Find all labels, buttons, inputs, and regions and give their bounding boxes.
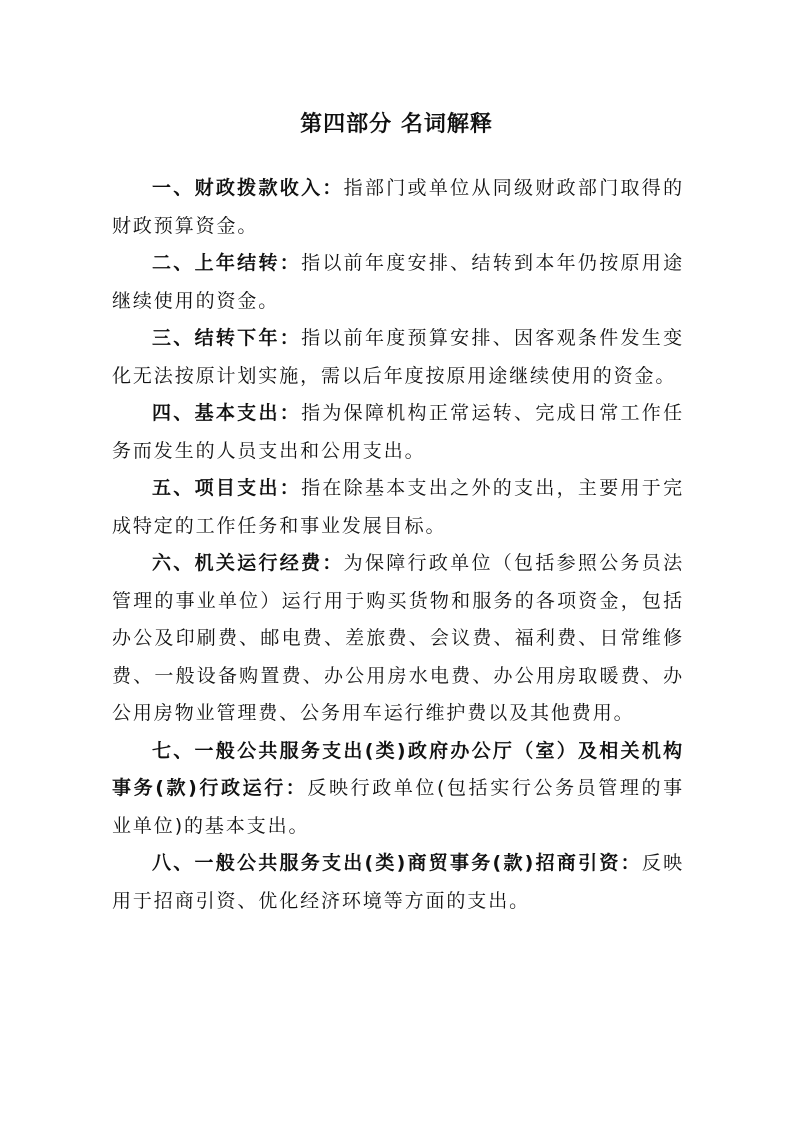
glossary-definition: 为保障行政单位（包括参照公务员法管理的事业单位）运行用于购买货物和服务的各项资金，包括办公及印刷费、邮电费、差旅费、会议费、福利费、日常维修费、一般设备购置费、办公用房水电费、办公用房取暖费、办公用房物业管理费、公务用车运行维护费以及其他费用。 — [112, 552, 685, 724]
glossary-definition: 反映行政单位(包括实行公务员管理的事业单位)的基本支出。 — [112, 777, 684, 837]
glossary-definition: 指部门或单位从同级财政部门取得的财政预算资金。 — [112, 177, 685, 237]
glossary-definition: 指为保障机构正常运转、完成日常工作任务而发生的人员支出和公用支出。 — [112, 402, 684, 462]
glossary-term: 四、基本支出： — [152, 402, 302, 424]
page-title: 第四部分 名词解释 — [300, 112, 493, 137]
glossary-definition: 指在除基本支出之外的支出，主要用于完成特定的工作任务和事业发展目标。 — [112, 477, 684, 537]
glossary-term: 一、财政拨款收入： — [152, 177, 344, 199]
glossary-entry-8 — [112, 845, 684, 920]
glossary-term: 六、机关运行经费： — [152, 552, 344, 574]
glossary-definition: 指以前年度安排、结转到本年仍按原用途继续使用的资金。 — [112, 252, 684, 312]
glossary-definition: 指以前年度预算安排、因客观条件发生变化无法按原计划实施，需以后年度按原用途继续使用的资金。 — [112, 327, 684, 387]
glossary-entry-4 — [112, 395, 684, 470]
glossary-entry-6 — [112, 545, 684, 733]
glossary-entry-1 — [112, 170, 684, 245]
glossary-entry-3 — [112, 320, 684, 395]
glossary-entry-7 — [112, 733, 684, 846]
glossary-term: 七、一般公共服务支出(类)政府办公厅（室）及相关机构事务(款)行政运行： — [112, 739, 684, 799]
glossary-term: 三、结转下年： — [152, 327, 302, 349]
glossary-list — [112, 170, 684, 920]
glossary-term: 八、一般公共服务支出(类)商贸事务(款)招商引资： — [152, 852, 642, 874]
glossary-entry-5 — [112, 470, 684, 545]
glossary-definition: 反映用于招商引资、优化经济环境等方面的支出。 — [112, 852, 684, 912]
glossary-term: 五、项目支出： — [152, 477, 302, 499]
glossary-term: 二、上年结转： — [152, 252, 302, 274]
glossary-entry-2 — [112, 245, 684, 320]
